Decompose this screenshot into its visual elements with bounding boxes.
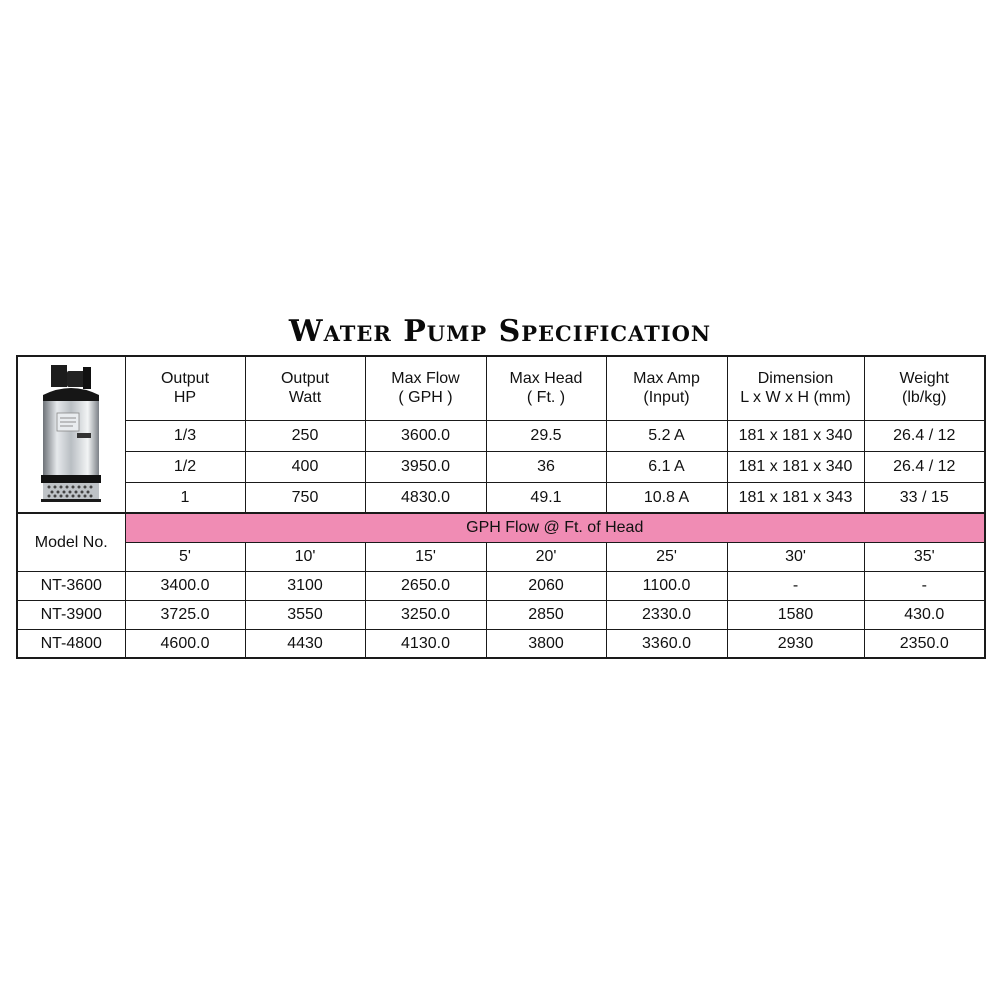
submersible-pump-image <box>33 361 109 503</box>
header-dimension: Dimension L x W x H (mm) <box>727 356 864 420</box>
spec-cell: 10.8 A <box>606 482 727 513</box>
flow-cell: 3360.0 <box>606 629 727 658</box>
spec-cell: 5.2 A <box>606 420 727 451</box>
spec-row <box>17 482 985 513</box>
header-max-flow: Max Flow ( GPH ) <box>365 356 486 420</box>
model-no-header: Model No. <box>17 513 125 571</box>
spec-cell: 181 x 181 x 340 <box>727 420 864 451</box>
spec-cell: 181 x 181 x 343 <box>727 482 864 513</box>
flow-row <box>17 600 985 629</box>
flow-cell: 4130.0 <box>365 629 486 658</box>
spec-cell: 1/2 <box>125 451 245 482</box>
flow-cell: 430.0 <box>864 600 985 629</box>
page-title: Water Pump Specification <box>288 314 712 349</box>
head-column: 15' <box>365 542 486 571</box>
flow-cell: 4430 <box>245 629 365 658</box>
flow-cell: 2930 <box>727 629 864 658</box>
flow-row <box>17 571 985 600</box>
spec-cell: 49.1 <box>486 482 606 513</box>
flow-cell: 3400.0 <box>125 571 245 600</box>
spec-row <box>17 451 985 482</box>
flow-cell: 3800 <box>486 629 606 658</box>
flow-cell: - <box>864 571 985 600</box>
spec-cell: 29.5 <box>486 420 606 451</box>
spec-cell: 6.1 A <box>606 451 727 482</box>
pump-image-cell <box>17 356 125 513</box>
model-cell: NT-3600 <box>17 571 125 600</box>
flow-cell: 2350.0 <box>864 629 985 658</box>
spec-cell: 3600.0 <box>365 420 486 451</box>
flow-cell: 2850 <box>486 600 606 629</box>
flow-cell: 2650.0 <box>365 571 486 600</box>
spec-table <box>16 355 986 659</box>
spec-cell: 36 <box>486 451 606 482</box>
flow-cell: 3100 <box>245 571 365 600</box>
flow-cell: 2060 <box>486 571 606 600</box>
spec-cell: 250 <box>245 420 365 451</box>
head-column: 25' <box>606 542 727 571</box>
spec-cell: 400 <box>245 451 365 482</box>
flow-cell: 1100.0 <box>606 571 727 600</box>
model-cell: NT-3900 <box>17 600 125 629</box>
spec-cell: 26.4 / 12 <box>864 451 985 482</box>
spec-cell: 181 x 181 x 340 <box>727 451 864 482</box>
gph-flow-header: GPH Flow @ Ft. of Head <box>125 513 985 542</box>
flow-cell: 2330.0 <box>606 600 727 629</box>
flow-row <box>17 629 985 658</box>
model-cell: NT-4800 <box>17 629 125 658</box>
spec-cell: 1/3 <box>125 420 245 451</box>
header-output-hp: Output HP <box>125 356 245 420</box>
head-columns-row <box>17 542 985 571</box>
spec-cell: 750 <box>245 482 365 513</box>
spec-row <box>17 420 985 451</box>
spec-cell: 1 <box>125 482 245 513</box>
flow-cell: 3250.0 <box>365 600 486 629</box>
head-column: 35' <box>864 542 985 571</box>
flow-cell: 3725.0 <box>125 600 245 629</box>
header-max-head: Max Head ( Ft. ) <box>486 356 606 420</box>
head-column: 30' <box>727 542 864 571</box>
header-output-watt: Output Watt <box>245 356 365 420</box>
spec-cell: 4830.0 <box>365 482 486 513</box>
flow-cell: 4600.0 <box>125 629 245 658</box>
flow-cell: 3550 <box>245 600 365 629</box>
flow-cell: 1580 <box>727 600 864 629</box>
spec-cell: 3950.0 <box>365 451 486 482</box>
head-column: 5' <box>125 542 245 571</box>
header-max-amp: Max Amp (Input) <box>606 356 727 420</box>
head-column: 20' <box>486 542 606 571</box>
spec-cell: 33 / 15 <box>864 482 985 513</box>
header-weight: Weight (lb/kg) <box>864 356 985 420</box>
flow-cell: - <box>727 571 864 600</box>
head-column: 10' <box>245 542 365 571</box>
spec-cell: 26.4 / 12 <box>864 420 985 451</box>
